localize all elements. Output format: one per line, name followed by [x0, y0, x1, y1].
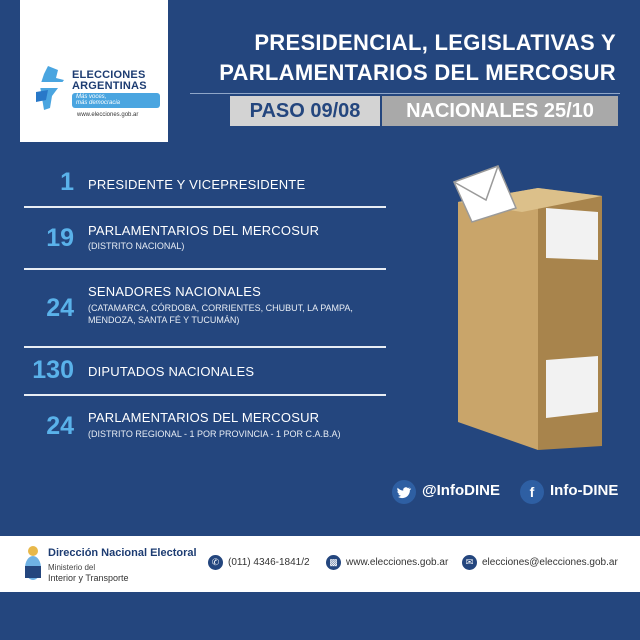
- header-divider: [190, 93, 620, 94]
- logo-card: [20, 0, 168, 142]
- email-icon: ✉: [462, 555, 477, 570]
- facebook-f-icon[interactable]: f: [520, 480, 544, 504]
- logo-title-line2: ARGENTINAS: [72, 80, 147, 92]
- position-count: 19: [46, 224, 74, 252]
- list-item: [24, 348, 386, 396]
- coat-of-arms-icon: [24, 544, 42, 584]
- computer-icon: ▩: [326, 555, 341, 570]
- position-count: 24: [46, 294, 74, 322]
- facebook-handle[interactable]: Info-DINE: [550, 482, 619, 499]
- twitter-glyph-icon: [392, 480, 416, 504]
- position-detail: (CATAMARCA, CÓRDOBA, CORRIENTES, CHUBUT, LA PAMPA, MENDOZA, SANTA FÉ Y TUCUMÁN): [88, 303, 353, 325]
- position-label: DIPUTADOS NACIONALES: [88, 364, 255, 379]
- twitter-bird-icon[interactable]: [392, 480, 416, 504]
- paso-date-badge: PASO 09/08: [230, 96, 380, 126]
- logo-slogan-line1: Más voces,: [76, 94, 107, 100]
- website-link[interactable]: www.elecciones.gob.ar: [346, 557, 449, 568]
- position-count: 24: [46, 412, 74, 440]
- position-label: PARLAMENTARIOS DEL MERCOSUR: [88, 223, 320, 238]
- argentina-map-icon: [34, 64, 68, 112]
- footer: [0, 536, 640, 592]
- nacionales-date-badge: NACIONALES 25/10: [382, 96, 618, 126]
- position-detail: (DISTRITO REGIONAL - 1 POR PROVINCIA - 1 POR C.A.B.A): [88, 429, 341, 439]
- logo-url: www.elecciones.gob.ar: [77, 112, 139, 118]
- ballot-box-illustration: [440, 160, 618, 460]
- list-item: [24, 208, 386, 270]
- twitter-handle[interactable]: @InfoDINE: [422, 482, 500, 499]
- title-line1: PRESIDENCIAL, LEGISLATIVAS Y: [254, 30, 616, 55]
- positions-list: [24, 160, 386, 454]
- list-item: [24, 396, 386, 454]
- position-label: SENADORES NACIONALES: [88, 284, 262, 299]
- position-label: PARLAMENTARIOS DEL MERCOSUR: [88, 410, 320, 425]
- phone-number[interactable]: (011) 4346-1841/2: [228, 557, 310, 568]
- logo-title: [72, 70, 147, 92]
- page-title: [176, 28, 616, 88]
- logo-slogan: [72, 93, 160, 108]
- ministerio-line2: Interior y Transporte: [48, 573, 129, 583]
- ministerio-line1: Ministerio del: [48, 563, 96, 572]
- list-item: [24, 270, 386, 348]
- title-line2: PARLAMENTARIOS DEL MERCOSUR: [219, 60, 616, 85]
- position-label: PRESIDENTE Y VICEPRESIDENTE: [88, 177, 306, 192]
- direccion-name: Dirección Nacional Electoral: [48, 547, 197, 559]
- position-count: 130: [32, 356, 74, 384]
- logo-title-line1: ELECCIONES: [72, 69, 146, 81]
- email-link[interactable]: elecciones@elecciones.gob.ar: [482, 557, 618, 568]
- position-detail: (DISTRITO NACIONAL): [88, 241, 185, 251]
- phone-icon: ✆: [208, 555, 223, 570]
- position-count: 1: [60, 168, 74, 196]
- logo-slogan-line2: más democracia: [76, 100, 121, 106]
- list-item: [24, 160, 386, 208]
